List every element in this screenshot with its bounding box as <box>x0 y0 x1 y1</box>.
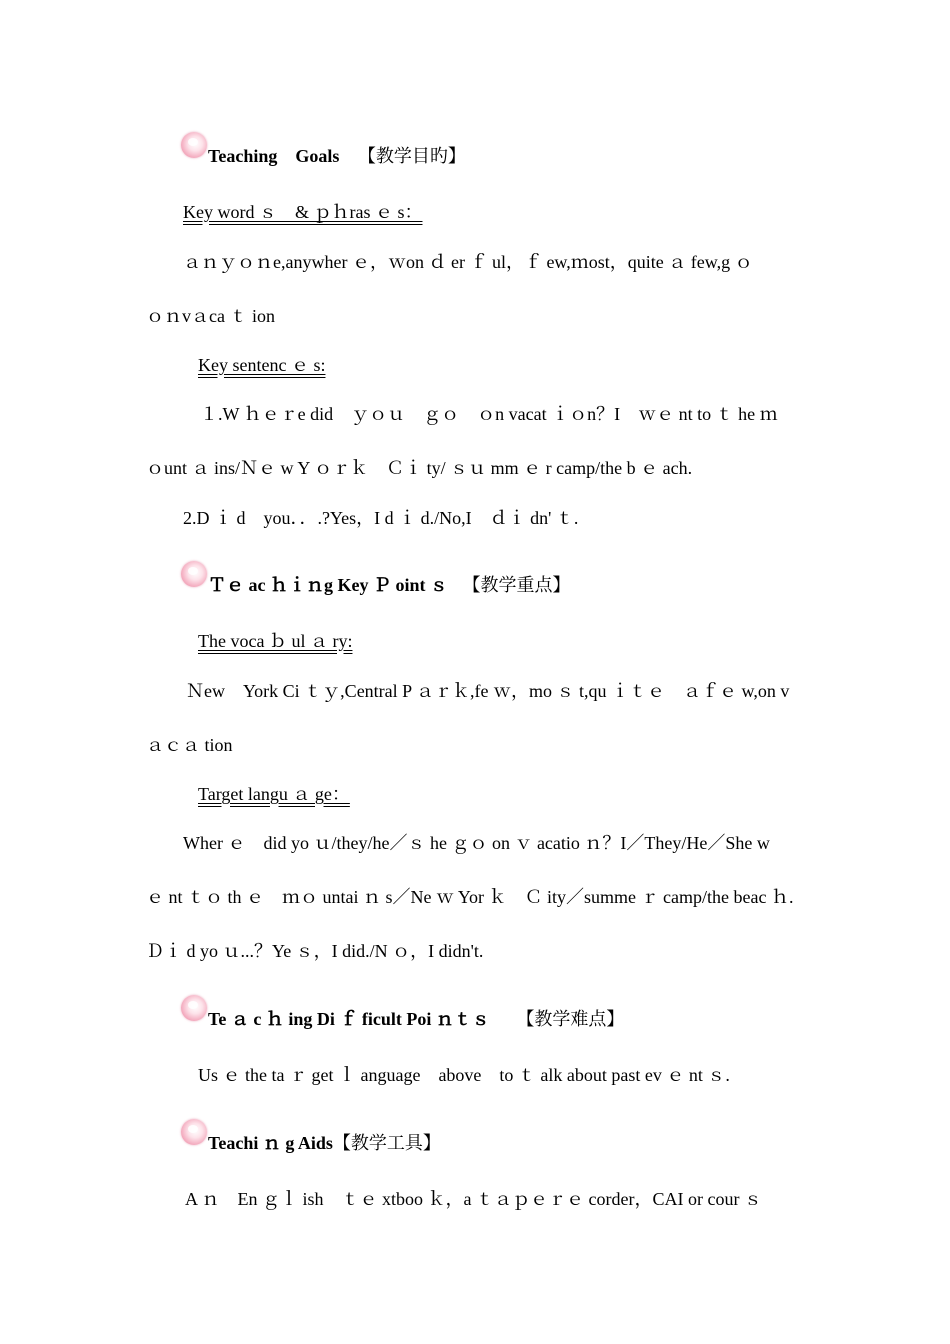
section-heading-key-points <box>208 573 571 597</box>
paragraph-line: ｏunt ａ ins/Ｎｅ w Y ｏｒｋ Ｃｉ ty/ ｓｕ mm ｅ r camp/the b ｅ ach. <box>146 458 693 478</box>
heading-cn-text: 【教学工具】 <box>332 1133 441 1153</box>
heading-cn-text: 【教学目旳】 <box>357 146 466 166</box>
paragraph-line: Ｎew York Ci ｔｙ,Central P ａｒｋ,fe ｗ，mo ｓ t,qu ｉｔｅ ａｆｅ w,on v <box>186 681 790 701</box>
paragraph-line: ａｎｙｏｎe,anywher ｅ，ｗon ｄ er ｆ ul，ｆ ew,ｍost，quite ａ few,g ｏ <box>183 252 753 272</box>
heading-text: Teachi ｎ g Aids <box>208 1133 333 1153</box>
section-heading-difficult-points <box>208 1007 624 1031</box>
paragraph-line: ｏｎvａca ｔ ion <box>146 306 275 326</box>
paragraph-line: Us ｅ the ta ｒ get ｌ anguage above to ｔ alk about past ev ｅ nt ｓ. <box>198 1065 730 1085</box>
heading-text: Ｔｅ ac ｈｉｎg Key Ｐ oint ｓ <box>208 575 448 595</box>
heading-text: Te ａ c ｈ ing Di ｆ ficult Poi ｎｔｓ <box>208 1009 490 1029</box>
pink-flower-icon <box>181 1119 207 1145</box>
paragraph-line: 2.D ｉ d you．．.?Yes，I d ｉ d./No,I ｄｉ dn' ｔ. <box>183 508 579 528</box>
subheading-key-words: Key word ｓ & ｐｈras ｅ s： <box>183 202 423 222</box>
subheading-vocabulary: The voca ｂ ul ａ ry: <box>198 631 353 651</box>
heading-cn-text: 【教学难点】 <box>516 1009 625 1029</box>
paragraph-line: １.W ｈｅｒe did ｙｏｕ ｇｏ ｏn vacat ｉｏn？I ｗｅ nt to ｔ he ｍ <box>200 404 778 424</box>
subheading-key-sentences: Key sentenc ｅ s: <box>198 355 326 375</box>
pink-flower-icon <box>181 995 207 1021</box>
heading-cn-text: 【教学重点】 <box>462 575 571 595</box>
section-heading-teaching-goals <box>208 144 466 168</box>
pink-flower-icon <box>181 561 207 587</box>
paragraph-line: ｅ nt ｔｏ th ｅ ｍｏ untai ｎ s／Ne ｗ Yor ｋ Ｃ ity／summe ｒ camp/the beac ｈ. <box>146 887 794 907</box>
section-heading-teaching-aids <box>208 1131 441 1155</box>
paragraph-line: Wher ｅ did yo ｕ/they/he／ｓ he ｇｏ on ｖ acatio ｎ？I／They/He／She w <box>183 833 770 853</box>
paragraph-line: A ｎ En ｇｌ ish ｔｅ xtboo ｋ，a ｔａｐｅｒｅ corder，CAI or cour ｓ <box>185 1189 762 1209</box>
subheading-target-language: Target langu ａ ge： <box>198 784 350 804</box>
pink-flower-icon <box>181 132 207 158</box>
paragraph-line: ａｃａ tion <box>146 735 233 755</box>
paragraph-line: Ｄｉ d yo ｕ...？Ye ｓ，I did./N ｏ，I didn't. <box>146 941 484 961</box>
heading-text: Teaching Goals <box>208 146 340 166</box>
